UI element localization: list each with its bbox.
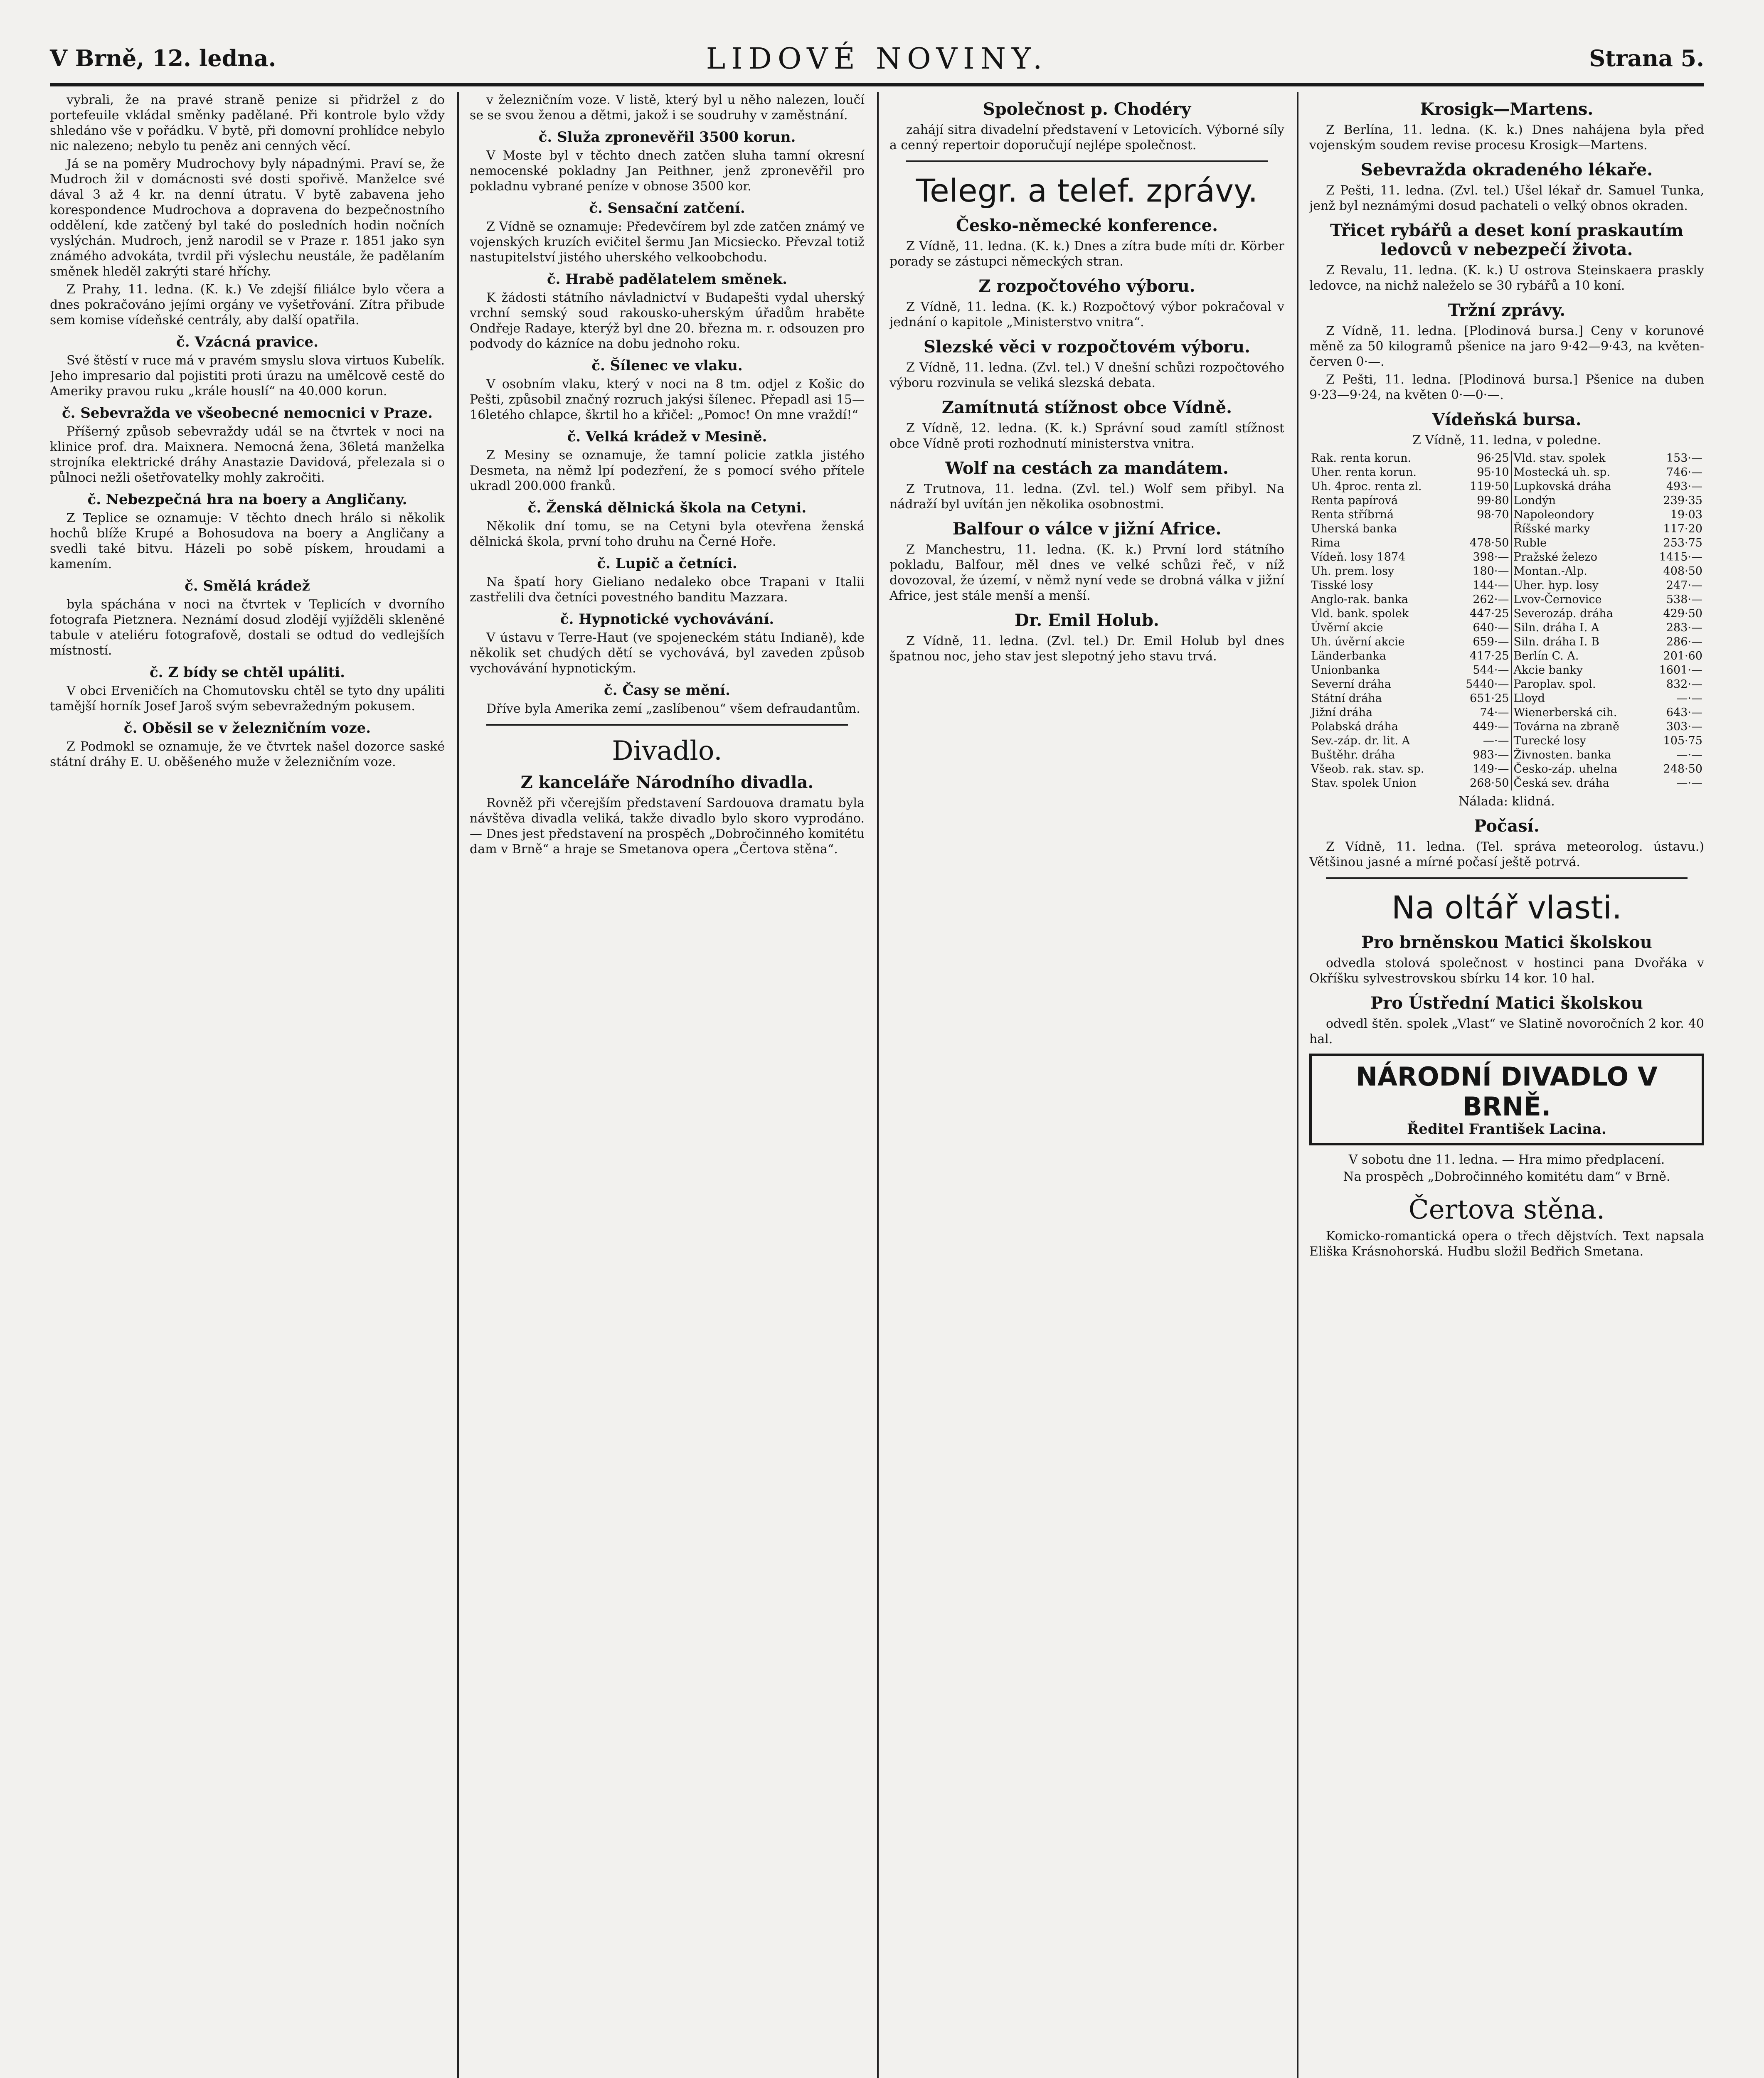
stock-value: 398·— — [1473, 551, 1509, 564]
stock-name: Úvěrní akcie — [1311, 621, 1383, 634]
stock-value: 1415·— — [1659, 551, 1702, 564]
article-text: V obci Erveničích na Chomutovsku chtěl se tyto dny upáliti tamější horník Josef Jaroš svým sebevražedným pokusem. — [50, 684, 445, 714]
article-text: Z Revalu, 11. ledna. (K. k.) U ostrova Steinskaera praskly ledovce, na nichž naleželo se 30 rybářů a 10 koní. — [1309, 263, 1704, 293]
stock-name: Stav. spolek Union — [1311, 777, 1417, 790]
stock-name: Londýn — [1511, 494, 1647, 508]
article-headline: Vídeňská bursa. — [1432, 410, 1582, 429]
stock-value: 283·— — [1666, 621, 1702, 634]
stock-name: Vld. bank. spolek — [1311, 607, 1409, 620]
article-headline: Krosigk—Martens. — [1420, 99, 1594, 119]
stock-value: 449·— — [1473, 720, 1509, 733]
page-number: Strana 5. — [1589, 45, 1704, 71]
stock-name: Polabská dráha — [1311, 720, 1399, 733]
stock-value: —·— — [1483, 734, 1509, 747]
stock-row — [1309, 692, 1704, 706]
stock-name: Buštěhr. dráha — [1311, 748, 1395, 761]
stock-name: Říšské marky — [1511, 522, 1647, 536]
section-title-patriotic: Na oltář vlasti. — [1391, 889, 1622, 926]
stock-name: Severozáp. dráha — [1511, 607, 1647, 621]
article-headline: Zamítnutá stížnost obce Vídně. — [941, 398, 1232, 417]
stock-value: 429·50 — [1663, 607, 1702, 620]
article-headline: Balfour o válce v jižní Africe. — [952, 519, 1222, 539]
article-headline: č. Velká krádež v Mesině. — [567, 428, 767, 445]
stock-name: Lvov-Černovice — [1511, 593, 1647, 607]
article-headline: č. Smělá krádež — [185, 578, 310, 594]
article-headline: Z kanceláře Národního divadla. — [520, 773, 814, 792]
stock-name: Uher. hyp. losy — [1511, 579, 1647, 593]
article-columns — [50, 92, 1704, 2078]
column-4 — [1309, 92, 1704, 2078]
stock-value: 180·— — [1473, 565, 1509, 578]
stock-value: 268·50 — [1470, 777, 1509, 790]
stock-value: 262·— — [1473, 593, 1509, 606]
column-1 — [50, 92, 445, 2078]
article-text: Z Podmokl se oznamuje, že ve čtvrtek našel dozorce saské státní dráhy E. U. oběšeného muže v železničním voze. — [50, 739, 445, 769]
theatre-play-title: Čertova stěna. — [1408, 1194, 1605, 1225]
article-headline: č. Nebezpečná hra na boery a Angličany. — [87, 491, 407, 508]
article-headline: č. Služa zpronevěřil 3500 korun. — [538, 129, 796, 145]
stock-name: Rak. renta korun. — [1311, 452, 1412, 465]
bursa-mood: Nálada: klidná. — [1459, 794, 1555, 809]
article-text: K žádosti státního návladnictví v Budapešti vydal uherský vrchní semský soud rakousko-uherským úřadům hraběte Ondřeje Radaye, kterýž byl dne 20. března m. r. odsouzen pro podvody do kázníce na dobu jednoho roku. — [470, 291, 865, 351]
stock-value: 105·75 — [1663, 734, 1702, 747]
stock-value: 478·50 — [1470, 537, 1509, 549]
article-text: Z Trutnova, 11. ledna. (Zvl. tel.) Wolf sem přibyl. Na nádraží byl uvítán jen několika osobnostmi. — [889, 482, 1284, 512]
stock-value: 286·— — [1666, 635, 1702, 648]
article-headline: Z rozpočtového výboru. — [978, 276, 1195, 296]
stock-table — [1309, 451, 1704, 790]
stock-value: 544·— — [1473, 664, 1509, 677]
stock-value: 493·— — [1666, 480, 1702, 493]
stock-name: Uherská banka — [1311, 522, 1397, 535]
stock-name: Länderbanka — [1311, 650, 1386, 662]
stock-value: 640·— — [1473, 621, 1509, 634]
stock-name: Berlín C. A. — [1511, 649, 1647, 663]
stock-value: 144·— — [1473, 579, 1509, 592]
stock-value: 651·25 — [1470, 692, 1509, 705]
stock-name: Česká sev. dráha — [1511, 776, 1647, 790]
article-headline: Tržní zprávy. — [1448, 300, 1566, 320]
article-headline: Dr. Emil Holub. — [1015, 611, 1159, 630]
theatre-box-title: NÁRODNÍ DIVADLO V BRNĚ. — [1356, 1061, 1658, 1122]
article-text: Já se na poměry Mudrochovy byly nápadnými. Praví se, že Mudroch žil v domácnosti své dosti spořivě. Manželce své dával 3 až 4 kr. na denní útratu. V bytě zabavena jeho korespondence Mudrochova a dopravena do bezpečnostního oddělení, kde zatčený byl také do posledních hodin nočních vyslýchán. Mudroch, jenž narodil se v Praze r. 1851 jako syn známého advokáta, tvrdil při výslechu neustále, že padělaním směnek hleděl zakrýti staré hříchy. — [50, 157, 445, 279]
stock-row — [1309, 663, 1704, 677]
stock-name: Ruble — [1511, 536, 1647, 550]
article-text: Z Berlína, 11. ledna. (K. k.) Dnes nahájena byla před vojenským soudem revise procesu Krosigk—Martens. — [1309, 123, 1704, 153]
stock-name: Renta papírová — [1311, 494, 1398, 507]
stock-value: 149·— — [1473, 763, 1509, 776]
stock-name: Vídeň. losy 1874 — [1311, 551, 1406, 564]
stock-value: 153·— — [1666, 452, 1702, 465]
article-text: odvedla stolová společnost v hostinci pana Dvořáka v Okříšku sylvestrovskou sbírku 14 kor. 10 hal. — [1309, 956, 1704, 986]
section-divider — [1326, 877, 1688, 879]
stock-name: Jižní dráha — [1311, 706, 1373, 719]
masthead: LIDOVÉ NOVINY. — [706, 42, 1048, 76]
article-text: Příšerný způsob sebevraždy udál se na čtvrtek v noci na klinice prof. dra. Maixnera. Nemocná žena, 36letá manželka strojníka elektrické dráhy Anastazie Davidová, přelezala si o půlnoci nežli ošetřovatelky mohly zakročiti. — [50, 424, 445, 485]
stock-row — [1309, 677, 1704, 692]
stock-row — [1309, 579, 1704, 593]
section-title-theatre: Divadlo. — [612, 736, 722, 766]
article-headline: č. Oběsil se v železničním voze. — [123, 720, 371, 736]
article-headline: č. Sensační zatčení. — [589, 200, 745, 217]
article-text: Z Vídně, 11. ledna. [Plodinová bursa.] Ceny v korunové měně za 50 kilogramů pšenice na jaro 9·42—9·43, na květen-červen 0·—. — [1309, 324, 1704, 369]
stock-value: 95·10 — [1477, 466, 1509, 479]
stock-name: Paroplav. spol. — [1511, 677, 1647, 692]
article-text: Z Pešti, 11. ledna. (Zvl. tel.) Ušel lékař dr. Samuel Tunka, jenž byl neznámými dosud pachateli o velký obnos okraden. — [1309, 183, 1704, 213]
stock-name: Sev.-záp. dr. lit. A — [1311, 734, 1410, 747]
article-headline: Společnost p. Chodéry — [983, 99, 1191, 119]
stock-name: Napoleondory — [1511, 508, 1647, 522]
stock-name: Pražské železo — [1511, 550, 1647, 564]
stock-value: 119·50 — [1470, 480, 1509, 493]
theatre-date: V sobotu dne 11. ledna. — Hra mimo předplacení. — [1348, 1152, 1665, 1167]
stock-value: 447·25 — [1470, 607, 1509, 620]
stock-value: 74·— — [1480, 706, 1509, 719]
stock-name: Vld. stav. spolek — [1511, 451, 1647, 465]
article-text: Z Vídně, 11. ledna. (K. k.) Dnes a zítra bude míti dr. Körber porady se zástupci německých stran. — [889, 239, 1284, 269]
article-headline: Pro Ústřední Matici školskou — [1370, 993, 1643, 1013]
stock-value: 98·70 — [1477, 508, 1509, 521]
stock-row — [1309, 748, 1704, 762]
stock-value: 643·— — [1666, 706, 1702, 719]
article-headline: č. Hypnotické vychovávání. — [560, 611, 774, 628]
stock-value: 832·— — [1666, 678, 1702, 691]
column-2 — [470, 92, 865, 2078]
stock-value: 96·25 — [1477, 452, 1509, 465]
stock-row — [1309, 734, 1704, 748]
newspaper-page — [50, 37, 1704, 2078]
article-headline: č. Hrabě padělatelem směnek. — [547, 271, 788, 288]
header-date: V Brně, 12. ledna. — [50, 45, 276, 71]
stock-value: 247·— — [1666, 579, 1702, 592]
article-text: Z Vídně, 11. ledna. (Tel. správa meteorolog. ústavu.) Většinou jasné a mírné počasí ještě potrvá. — [1309, 840, 1704, 869]
stock-name: Akcie banky — [1511, 663, 1647, 677]
stock-name: Rima — [1311, 537, 1340, 549]
article-text: Z Vídně, 12. ledna. (K. k.) Správní soud zamítl stížnost obce Vídně proti rozhodnutí ministerstva vnitra. — [889, 421, 1284, 451]
article-headline: č. Ženská dělnická škola na Cetyni. — [527, 500, 807, 516]
stock-name: Uh. prem. losy — [1311, 565, 1394, 578]
stock-value: 253·75 — [1663, 537, 1702, 549]
article-text: Z Teplice se oznamuje: V těchto dnech hrálo si několik hochů blíže Krupé a Bohosudova na boery a Angličany a svedli také bitvu. Házeli po sobě pískem, hroudami a kamením. — [50, 511, 445, 571]
stock-value: —·— — [1676, 777, 1702, 790]
bursa-date: Z Vídně, 11. ledna, v poledne. — [1412, 433, 1601, 448]
article-text: Z Mesiny se oznamuje, že tamní policie zatkla jistého Desmeta, na němž lpí podezření, že s pomocí svého přítele ukradl 200.000 franků. — [470, 448, 865, 493]
stock-name: Tisské losy — [1311, 579, 1373, 592]
stock-value: 417·25 — [1470, 650, 1509, 662]
article-text: Z Vídně, 11. ledna. (Zvl. tel.) V dnešní schůzi rozpočtového výboru rozvinula se veliká slezská debata. — [889, 360, 1284, 390]
column-3 — [889, 92, 1284, 2078]
stock-row — [1309, 762, 1704, 776]
stock-value: 538·— — [1666, 593, 1702, 606]
stock-name: Živnosten. banka — [1511, 748, 1647, 762]
stock-row — [1309, 621, 1704, 635]
stock-value: —·— — [1676, 748, 1702, 761]
stock-name: Všeob. rak. stav. sp. — [1311, 763, 1424, 776]
stock-row — [1309, 649, 1704, 663]
stock-value: 117·20 — [1663, 522, 1702, 535]
stock-name: Uh. úvěrní akcie — [1311, 635, 1405, 648]
stock-value: 408·50 — [1663, 565, 1702, 578]
stock-name: Lloyd — [1511, 692, 1647, 706]
section-divider — [906, 160, 1268, 162]
theatre-description: Komicko-romantická opera o třech dějstvích. Text napsala Eliška Krásnohorská. Hudbu složil Bedřich Smetana. — [1309, 1229, 1704, 1259]
section-title-telegrams: Telegr. a telef. zprávy. — [916, 172, 1258, 209]
stock-value: 99·80 — [1477, 494, 1509, 507]
stock-name: Severní dráha — [1311, 678, 1391, 691]
stock-row — [1309, 522, 1704, 536]
stock-name: Wienerberská cih. — [1511, 706, 1647, 720]
article-text: Dříve byla Amerika zemí „zaslíbenou“ všem defraudantům. — [486, 702, 860, 716]
stock-row — [1309, 635, 1704, 649]
article-text: Několik dní tomu, se na Cetyni byla otevřena ženská dělnická škola, první toho druhu na Černé Hoře. — [470, 519, 865, 549]
article-text: Z Prahy, 11. ledna. (K. k.) Ve zdejší filiálce bylo včera a dnes pokračováno jejími orgány ve vyšetřování. Zítra přibude sem komise vídeňské centrály, aby další opatřila. — [50, 282, 445, 327]
stock-row — [1309, 564, 1704, 579]
article-text: V osobním vlaku, který v noci na 8 tm. odjel z Košic do Pešti, způsobil značný rozruch jakýsi šílenec. Přepadl asi 15—16letého chlapce, škrtil ho a křičel: „Pomoc! On mne vraždí!“ — [470, 377, 865, 422]
stock-row — [1309, 776, 1704, 790]
article-text: odvedl štěn. spolek „Vlast“ ve Slatině novoročních 2 kor. 40 hal. — [1309, 1017, 1704, 1046]
article-headline: č. Vzácná pravice. — [176, 334, 318, 350]
article-text: v železničním voze. V listě, který byl u něho nalezen, loučí se se svou ženou a dětmi, jakož i se soudruhy v zaměstnání. — [470, 93, 865, 123]
article-headline: č. Šílenec ve vlaku. — [591, 357, 743, 374]
stock-value — [1453, 522, 1511, 536]
stock-name: Montan.-Alp. — [1511, 564, 1647, 579]
stock-value: —·— — [1676, 692, 1702, 705]
stock-row — [1309, 480, 1704, 494]
stock-row — [1309, 720, 1704, 734]
theatre-box — [1309, 1054, 1704, 1145]
article-text: Na špatí hory Gieliano nedaleko obce Trapani v Italii zastřelili dva četníci povestného banditu Mazzara. — [470, 575, 865, 605]
stock-row — [1309, 508, 1704, 522]
stock-name: Uh. 4proc. renta zl. — [1311, 480, 1422, 493]
stock-row — [1309, 593, 1704, 607]
stock-name: Státní dráha — [1311, 692, 1382, 705]
article-headline: Wolf na cestách za mandátem. — [945, 458, 1229, 478]
stock-row — [1309, 451, 1704, 465]
stock-name: Lupkovská dráha — [1511, 480, 1647, 494]
article-text: vybrali, že na pravé straně penize si přidržel z do portefeuile vkládal směnky padělané. Při kontrole bylo vždy shledáno vše v pořádku. V bytě, při domovní prohlídce nebylo nic nalezeno; nebylo tu peněz ani cenných věcí. — [50, 93, 445, 153]
article-text: Z Vídně, 11. ledna. (K. k.) Rozpočtový výbor pokračoval v jednání o kapitole „Ministerstvo vnitra“. — [889, 300, 1284, 330]
article-text: byla spáchána v noci na čtvrtek v Teplicích v dvorního fotografa Pietznera. Neznámí dosud zlodějí vyjížděli skleněné tabule v ateliéru fotografově, dostali se odtud do vedlejších místností. — [50, 597, 445, 658]
article-headline: č. Lupič a četníci. — [597, 555, 737, 572]
theatre-director: Ředitel František Lacina. — [1407, 1121, 1606, 1137]
article-headline: č. Z bídy se chtěl upáliti. — [149, 664, 345, 681]
stock-name: Anglo-rak. banka — [1311, 593, 1408, 606]
stock-name: Uher. renta korun. — [1311, 466, 1417, 479]
article-headline: Třicet rybářů a deset koní praskautím ledovců v nebezpečí života. — [1330, 221, 1684, 259]
page-header — [50, 37, 1704, 86]
article-text: Z Manchestru, 11. ledna. (K. k.) První lord státního pokladu, Balfour, měl dnes ve velké schůzi řeč, v níž dovozoval, že území, v němž nyní vede se drobná válka v jižní Africe, jest stále menší a menší. — [889, 542, 1284, 603]
article-headline: č. Časy se mění. — [604, 682, 730, 699]
article-text: Z Vídně, 11. ledna. (Zvl. tel.) Dr. Emil Holub byl dnes špatnou noc, jeho stav jest slepotný jeho stavu trvá. — [889, 634, 1284, 664]
article-headline: Pro brněnskou Matici školskou — [1361, 933, 1652, 952]
stock-name: Mostecká uh. sp. — [1511, 465, 1647, 480]
stock-value: 1601·— — [1659, 664, 1702, 677]
stock-row — [1309, 494, 1704, 508]
stock-name: Renta stříbrná — [1311, 508, 1394, 521]
stock-name: Unionbanka — [1311, 664, 1380, 677]
stock-value: 248·50 — [1663, 763, 1702, 776]
stock-row — [1309, 706, 1704, 720]
stock-value: 239·35 — [1663, 494, 1702, 507]
stock-value: 201·60 — [1663, 650, 1702, 662]
article-headline: Slezské věci v rozpočtovém výboru. — [924, 337, 1250, 357]
article-text: Z Pešti, 11. ledna. [Plodinová bursa.] Pšenice na duben 9·23—9·24, na květen 0·—0·—. — [1309, 372, 1704, 402]
stock-value: 19·03 — [1670, 508, 1702, 521]
article-text: Své štěstí v ruce má v pravém smyslu slova virtuos Kubelík. Jeho impresario dal pojistiti proti úrazu na umělcově cestě do Ameriky pravou ruku „krále houslí“ na 40.000 korun. — [50, 353, 445, 399]
stock-name: Česko-záp. uhelna — [1511, 762, 1647, 776]
article-headline: Česko-německé konference. — [956, 216, 1218, 235]
article-text: zahájí sitra divadelní představení v Letovicích. Výborné síly a cenný repertoir doporučují nejlépe společnost. — [889, 123, 1284, 153]
stock-row — [1309, 607, 1704, 621]
article-text: V ústavu v Terre-Haut (ve spojeneckém státu Indianě), kde několik set chudých dětí se vychovává, byl zaveden způsob vychovávání hypnotickým. — [470, 630, 865, 676]
stock-name: Siln. dráha I. B — [1511, 635, 1647, 649]
stock-row — [1309, 550, 1704, 564]
article-text: Rovněž při včerejším představení Sardouova dramatu byla návštěva divadla veliká, takže divadlo bylo skoro vyprodáno. — Dnes jest představení na prospěch „Dobročinného komitétu dam v Brně“ a hraje se Smetanova opera „Čertova stěna“. — [470, 796, 865, 857]
stock-row — [1309, 465, 1704, 480]
section-divider — [486, 724, 848, 726]
stock-name: Siln. dráha I. A — [1511, 621, 1647, 635]
stock-value: 746·— — [1666, 466, 1702, 479]
stock-value: 983·— — [1473, 748, 1509, 761]
article-headline: Počasí. — [1474, 816, 1540, 836]
article-headline: Sebevražda okradeného lékaře. — [1360, 160, 1653, 180]
stock-name: Turecké losy — [1511, 734, 1647, 748]
article-text: V Moste byl v těchto dnech zatčen sluha tamní okresní nemocenské pokladny Jan Peithner, jenž zpronevěřil pro pokladnu vybrané peníze v obnose 3500 kor. — [470, 148, 865, 194]
article-text: Z Vídně se oznamuje: Předevčírem byl zde zatčen známý ve vojenských kruzích evičitel šermu Jan Micsiecko. Převzal totiž nastupitelství jistého uherského velkoobchodu. — [470, 219, 865, 265]
stock-value: 303·— — [1666, 720, 1702, 733]
stock-row — [1309, 536, 1704, 550]
theatre-note: Na prospěch „Dobročinného komitétu dam“ v Brně. — [1343, 1169, 1670, 1184]
stock-value: 659·— — [1473, 635, 1509, 648]
stock-name: Továrna na zbraně — [1511, 720, 1647, 734]
article-headline: č. Sebevražda ve všeobecné nemocnici v Praze. — [62, 405, 433, 421]
stock-value: 5440·— — [1466, 678, 1509, 691]
